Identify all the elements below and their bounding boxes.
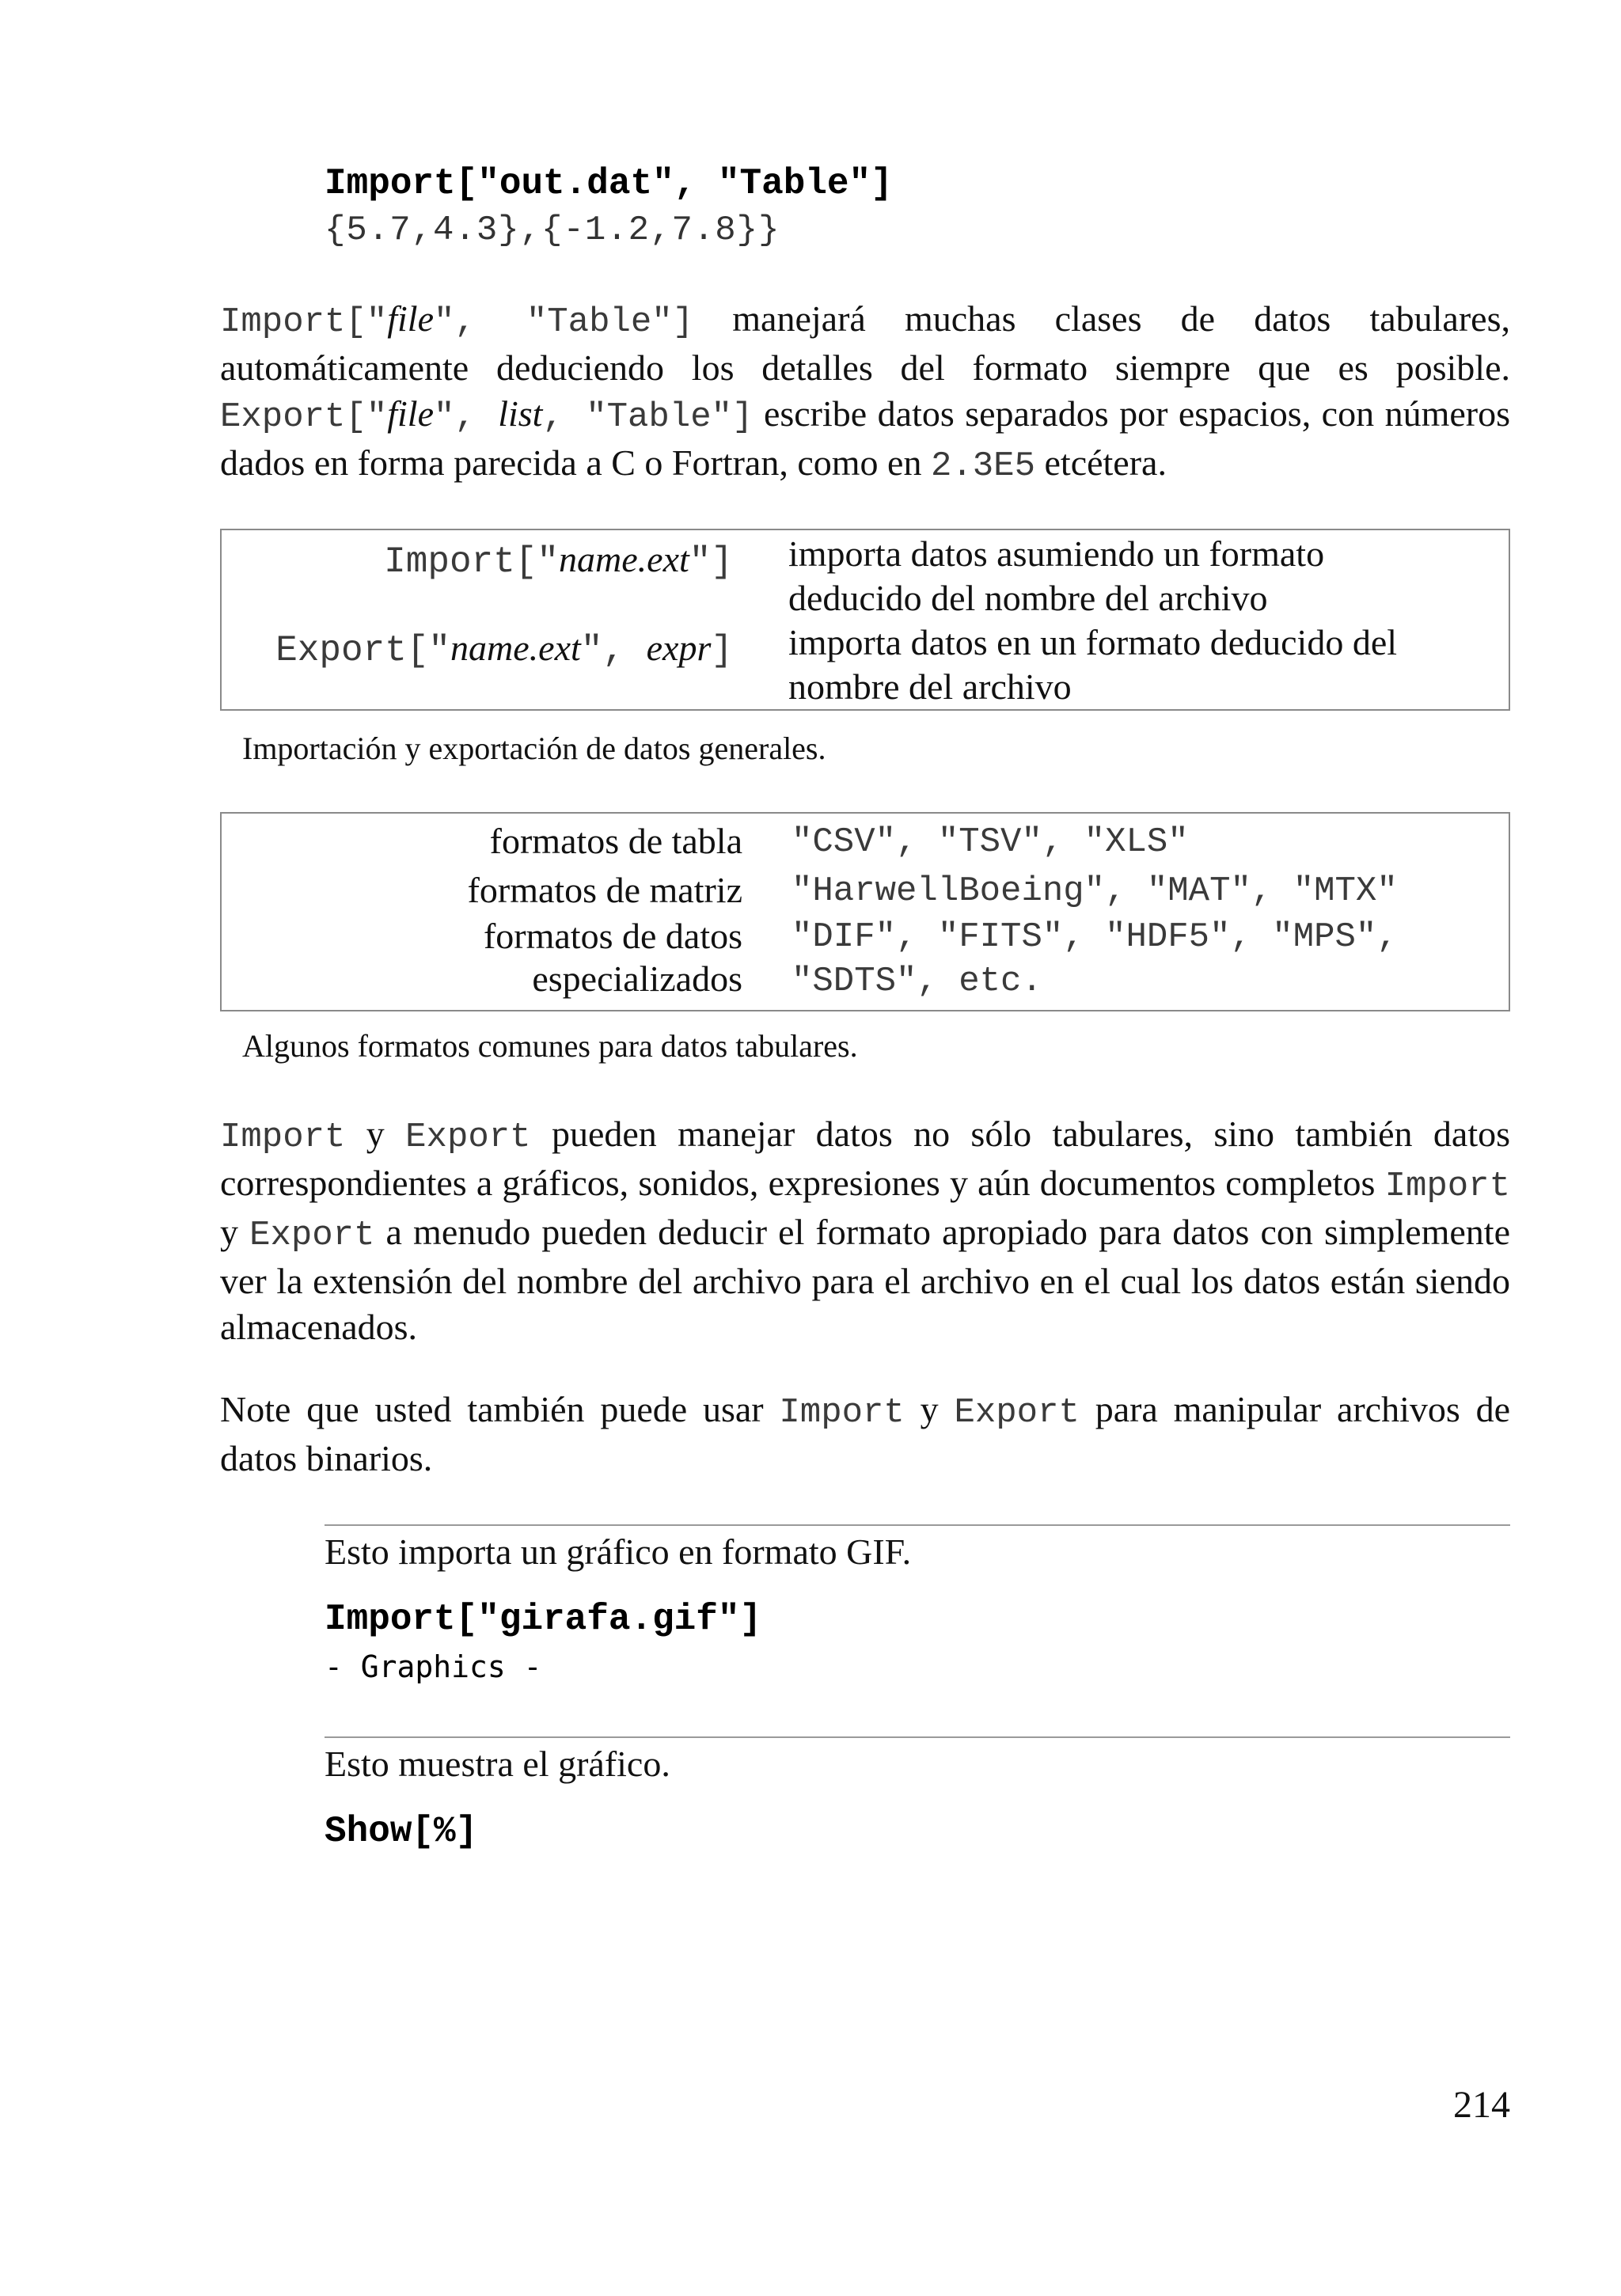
code-output-table: {5.7,4.3},{-1.2,7.8}}	[325, 211, 780, 250]
text-fragment: escribe datos separados por espacios, con números dados en forma parecida a C o Fortran, como en	[220, 393, 1510, 483]
graphics-output: - Graphics -	[325, 1649, 542, 1684]
code-fragment: 2.3E5	[930, 446, 1035, 486]
cell-description: Esto importa un gráfico en formato GIF.	[325, 1531, 912, 1572]
table-row-import-code: Import["name.ext"]	[384, 539, 733, 583]
table-caption: Algunos formatos comunes para datos tabulares.	[242, 1028, 858, 1064]
table-row-import-desc: importa datos asumiendo un formato deducido del nombre del archivo	[788, 533, 1325, 618]
table-row-export-desc: importa datos en un formato deducido del nombre del archivo	[788, 622, 1398, 707]
code-input-import-gif: Import["girafa.gif"]	[325, 1599, 762, 1640]
format-value: "CSV", "TSV", "XLS"	[792, 822, 1189, 862]
cell-description: Esto muestra el gráfico.	[325, 1744, 670, 1784]
format-value: "SDTS", etc.	[792, 962, 1042, 1001]
text-fragment: manejará muchas clases de datos tabulares, automáticamente deduciendo los detalles del formato siempre que es posible.	[220, 298, 1510, 388]
page-number: 214	[1453, 2084, 1510, 2126]
code-fragment: Export["	[220, 397, 388, 437]
format-value: "HarwellBoeing", "MAT", "MTX"	[792, 871, 1398, 911]
code-fragment: ",	[434, 397, 499, 437]
table-import-export	[220, 529, 1510, 711]
paragraph-import-export-table	[220, 296, 1510, 489]
code-input-import-table: Import["out.dat", "Table"]	[325, 163, 893, 204]
format-label: formatos de tabla	[489, 821, 742, 861]
italic-arg: list	[498, 393, 543, 434]
table-caption: Importación y exportación de datos generales.	[242, 731, 826, 766]
table-formats	[220, 812, 1510, 1011]
code-fragment: , "Table"]	[542, 397, 754, 437]
cell-separator	[325, 1524, 1510, 1526]
code-fragment: Import["	[220, 302, 388, 342]
italic-arg: file	[387, 393, 434, 434]
format-value: "DIF", "FITS", "HDF5", "MPS",	[792, 917, 1398, 957]
paragraph-binary-data: Note que usted también puede usar Import y Export para manipular archivos de datos binarios.	[220, 1389, 1511, 1478]
table-row-export-code: Export["name.ext", expr]	[275, 628, 733, 671]
text-fragment: etcétera.	[1035, 442, 1167, 483]
format-label: formatos de datos	[483, 916, 742, 956]
code-fragment: ", "Table"]	[434, 302, 694, 342]
paragraph-import-export-capabilities: Import y Export pueden manejar datos no sólo tabulares, sino también datos correspondientes a gráficos, sonidos, expresiones y aún documentos completos Import y Export a menudo pueden deducir el formato apropiado para datos con simplemente ver la extensión del nombre del archivo para el archivo en el cual los datos están siendo almacenados.	[220, 1114, 1511, 1347]
italic-arg: file	[387, 298, 434, 339]
cell-separator	[325, 1736, 1510, 1738]
code-input-show: Show[%]	[325, 1811, 478, 1852]
format-label: formatos de matriz	[467, 870, 742, 910]
format-label: especializados	[532, 958, 742, 999]
